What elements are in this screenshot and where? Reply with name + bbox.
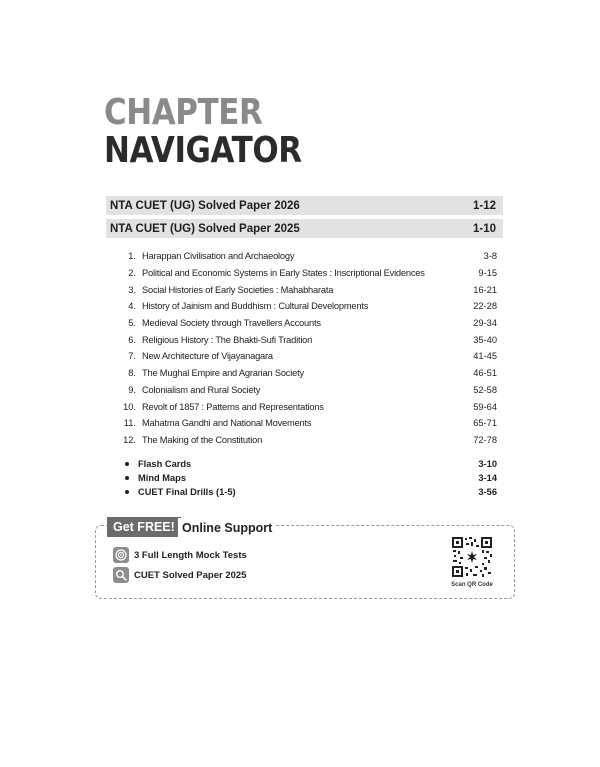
extra-row[interactable] — [123, 457, 497, 471]
chapter-title: Mahatma Gandhi and National Movements — [142, 418, 312, 429]
mock-tests-label: 3 Full Length Mock Tests — [134, 549, 247, 561]
chapter-title: New Architecture of Vijayanagara — [142, 351, 273, 362]
chapter-pages: 9-15 — [478, 268, 497, 279]
chapter-pages: 72-78 — [473, 434, 497, 445]
online-support-title: Online Support — [178, 518, 276, 538]
scan-qr-label: Scan QR Code — [451, 582, 493, 588]
chapter-title: Colonialism and Rural Society — [142, 384, 261, 395]
chapter-pages: 35-40 — [473, 334, 497, 345]
extra-title: Mind Maps — [138, 473, 187, 483]
chapter-pages: 46-51 — [473, 368, 497, 379]
chapter-row[interactable] — [120, 415, 497, 432]
chapter-number: 10. — [123, 401, 136, 412]
chapter-number: 7. — [128, 351, 136, 362]
chapter-pages: 65-71 — [473, 418, 497, 429]
extra-pages: 3-14 — [478, 473, 497, 483]
chapter-row[interactable] — [120, 348, 497, 365]
chapter-number: 1. — [128, 251, 136, 262]
get-free-badge: Get FREE! — [107, 517, 181, 537]
chapter-title: The Mughal Empire and Agrarian Society — [142, 368, 304, 379]
chapter-row[interactable] — [120, 281, 497, 298]
chapter-title: Medieval Society through Travellers Accounts — [142, 318, 321, 329]
solved-paper-support-label: CUET Solved Paper 2025 — [134, 569, 247, 581]
chapter-title: Harappan Civilisation and Archaeology — [142, 251, 295, 262]
chapter-number: 8. — [128, 368, 136, 379]
extra-title: CUET Final Drills (1-5) — [138, 487, 236, 497]
chapter-pages: 16-21 — [473, 284, 497, 295]
chapter-number: 12. — [123, 434, 136, 445]
chapter-pages: 41-45 — [473, 351, 497, 362]
chapter-pages: 59-64 — [473, 401, 497, 412]
magnifier-icon — [113, 567, 129, 583]
chapter-row[interactable] — [120, 365, 497, 382]
chapter-row[interactable] — [120, 298, 497, 315]
chapter-title: The Making of the Constitution — [142, 434, 263, 445]
chapter-number: 11. — [123, 418, 136, 429]
solved-paper-title: NTA CUET (UG) Solved Paper 2025 — [110, 222, 300, 235]
chapter-row[interactable] — [120, 382, 497, 399]
bullet-icon — [125, 462, 129, 466]
chapter-title: Religious History : The Bhakti-Sufi Tradition — [142, 334, 313, 345]
extra-pages: 3-56 — [478, 487, 497, 497]
chapter-row[interactable] — [120, 248, 497, 265]
bullet-icon — [125, 476, 129, 480]
extras-list — [123, 457, 497, 499]
chapter-title-line2: NAVIGATOR — [104, 130, 302, 171]
chapter-title: Revolt of 1857 : Patterns and Representations — [142, 401, 324, 412]
chapter-pages: 3-8 — [483, 251, 497, 262]
chapter-row[interactable] — [120, 432, 497, 449]
solved-paper-row-1[interactable] — [110, 196, 496, 215]
chapter-number: 2. — [128, 268, 136, 279]
chapter-pages: 22-28 — [473, 301, 497, 312]
chapter-number: 3. — [128, 284, 136, 295]
extra-title: Flash Cards — [138, 459, 192, 469]
solved-paper-pages: 1-12 — [472, 199, 496, 212]
solved-paper-title: NTA CUET (UG) Solved Paper 2026 — [110, 199, 300, 212]
chapter-number: 5. — [128, 318, 136, 329]
solved-paper-row-2[interactable] — [110, 219, 496, 238]
chapter-list — [120, 248, 497, 448]
chapter-row[interactable] — [120, 265, 497, 282]
chapter-number: 4. — [128, 301, 136, 312]
chapter-number: 9. — [128, 384, 136, 395]
chapter-row[interactable] — [120, 398, 497, 415]
chapter-number: 6. — [128, 334, 136, 345]
mock-tests-item[interactable] — [113, 547, 247, 563]
chapter-title-line1: CHAPTER — [104, 92, 263, 133]
chapter-row[interactable] — [120, 331, 497, 348]
extra-pages: 3-10 — [478, 459, 497, 469]
extra-row[interactable] — [123, 471, 497, 485]
bullet-icon — [125, 490, 129, 494]
chapter-title: Social Histories of Early Societies : Mahabharata — [142, 284, 334, 295]
chapter-pages: 52-58 — [473, 384, 497, 395]
chapter-row[interactable] — [120, 315, 497, 332]
solved-paper-support-item[interactable] — [113, 567, 246, 583]
extra-row[interactable] — [123, 485, 497, 499]
solved-paper-pages: 1-10 — [472, 222, 496, 235]
chapter-title: History of Jainism and Buddhism : Cultural Developments — [142, 301, 369, 312]
target-icon — [113, 547, 129, 563]
chapter-pages: 29-34 — [473, 318, 497, 329]
qr-code-icon[interactable] — [451, 536, 493, 578]
chapter-title: Political and Economic Systems in Early States : Inscriptional Evidences — [142, 268, 425, 279]
